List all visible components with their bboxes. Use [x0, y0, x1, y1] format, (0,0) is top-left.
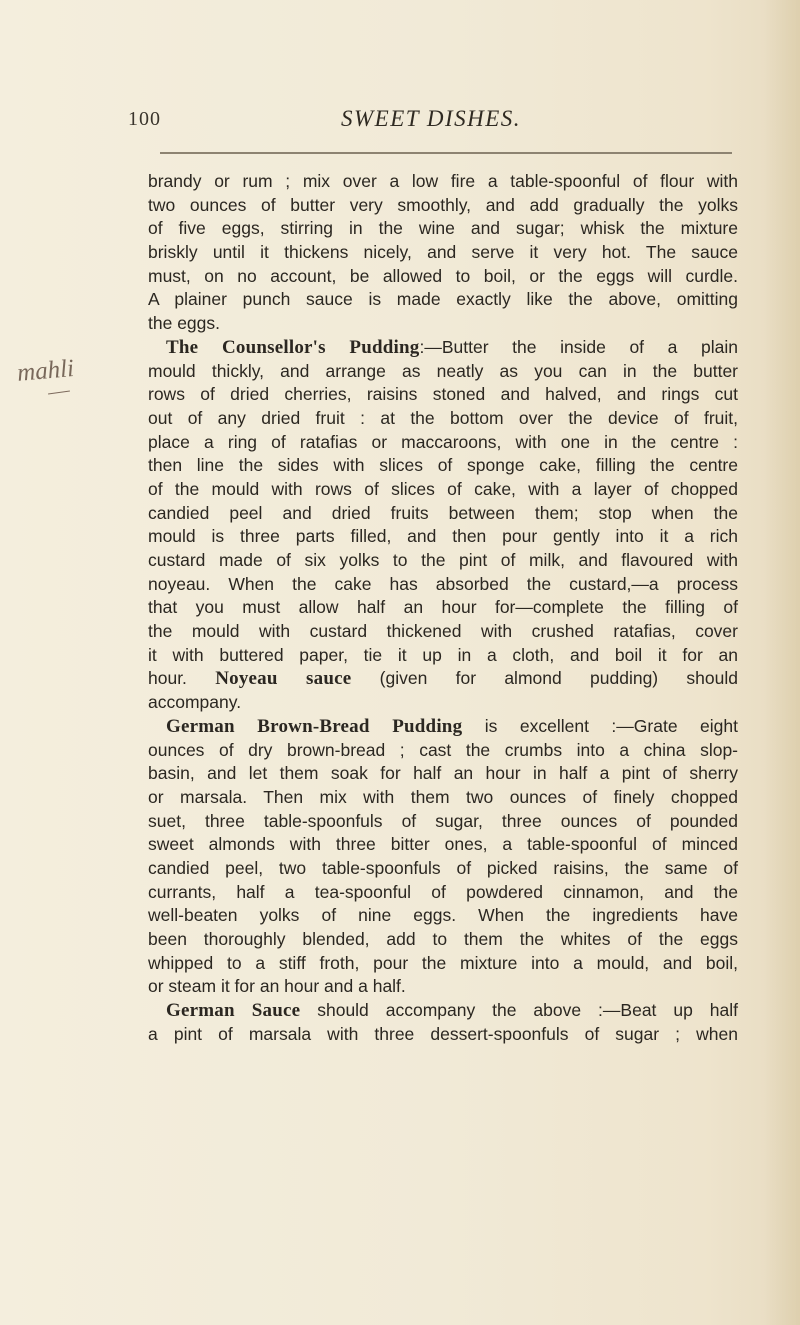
- text-run: :—Butter the inside of a plain: [419, 336, 738, 357]
- text-line: [148, 904, 738, 928]
- recipe-heading: German Brown-Bread Pudding: [166, 715, 463, 737]
- body-text: [148, 170, 738, 1046]
- text-run: should accompany the above :—Beat up half: [300, 1000, 738, 1021]
- text-run: then line the sides with slices of sponge cake, filling the centre: [148, 455, 738, 476]
- text-line: [148, 975, 738, 999]
- text-run: of the mould with rows of slices of cake, with a layer of chopped: [148, 478, 738, 499]
- text-run: or steam it for an hour and a half.: [148, 976, 406, 997]
- text-line: [148, 810, 738, 834]
- text-line: [148, 667, 738, 691]
- text-run: whipped to a stiff froth, pour the mixture into a mould, and boil,: [148, 952, 738, 973]
- text-run: brandy or rum ; mix over a low fire a table-spoonful of flour with: [148, 171, 738, 191]
- text-line: [148, 573, 738, 597]
- recipe-heading: Noyeau sauce: [215, 668, 352, 690]
- text-run: A plainer punch sauce is made exactly like the above, omitting: [148, 289, 738, 310]
- text-run: is excellent :—Grate eight: [462, 715, 738, 736]
- text-line: [148, 739, 738, 763]
- text-run: place a ring of ratafias or maccaroons, with one in the centre :: [148, 431, 738, 452]
- text-line: [148, 170, 738, 194]
- text-run: rows of dried cherries, raisins stoned and halved, and rings cut: [148, 384, 738, 405]
- text-line: [148, 265, 738, 289]
- text-line: [148, 478, 738, 502]
- text-line: [148, 288, 738, 312]
- text-run: two ounces of butter very smoothly, and add gradually the yolks: [148, 194, 738, 215]
- page-header: [114, 108, 714, 140]
- text-line: [148, 241, 738, 265]
- text-run: suet, three table-spoonfuls of sugar, three ounces of pounded: [148, 810, 738, 831]
- text-line: [148, 431, 738, 455]
- text-run: or marsala. Then mix with them two ounces of finely chopped: [148, 786, 738, 807]
- text-run: ounces of dry brown-bread ; cast the crumbs into a china slop-: [148, 739, 738, 760]
- text-run: candied peel, two table-spoonfuls of picked raisins, the same of: [148, 857, 738, 878]
- text-line: [148, 881, 738, 905]
- text-line: [148, 194, 738, 218]
- text-run: a pint of marsala with three dessert-spoonfuls of sugar ; when: [148, 1023, 738, 1044]
- text-run: (given for almond pudding) should: [351, 668, 738, 689]
- text-run: the eggs.: [148, 313, 220, 334]
- text-line: [148, 383, 738, 407]
- text-line: [148, 217, 738, 241]
- text-line: [148, 928, 738, 952]
- text-line: [148, 833, 738, 857]
- recipe-heading: German Sauce: [166, 1000, 301, 1022]
- text-run: sweet almonds with three bitter ones, a table-spoonful of minced: [148, 834, 738, 855]
- page-edge-shadow: [764, 0, 800, 1325]
- text-line: [148, 336, 738, 360]
- text-run: currants, half a tea-spoonful of powdered cinnamon, and the: [148, 881, 738, 902]
- text-line: [148, 454, 738, 478]
- text-run: hour.: [148, 668, 216, 689]
- text-line: [148, 786, 738, 810]
- page-number: 100: [128, 108, 161, 130]
- text-line: [148, 312, 738, 336]
- text-line: [148, 525, 738, 549]
- text-line: [148, 620, 738, 644]
- text-line: [148, 762, 738, 786]
- running-title: SWEET DISHES.: [341, 106, 522, 131]
- text-run: mould is three parts filled, and then pour gently into it a rich: [148, 526, 738, 547]
- text-run: must, on no account, be allowed to boil, or the eggs will curdle.: [148, 265, 738, 286]
- text-run: out of any dried fruit : at the bottom over the device of fruit,: [148, 407, 738, 428]
- text-line: [148, 952, 738, 976]
- text-run: basin, and let them soak for half an hour in half a pint of sherry: [148, 763, 738, 784]
- text-run: been thoroughly blended, add to them the whites of the eggs: [148, 929, 738, 949]
- text-line: [148, 715, 738, 739]
- handwritten-margin-note: mahli: [16, 355, 76, 387]
- text-line: [148, 1023, 738, 1047]
- text-run: it with buttered paper, tie it up in a cloth, and boil it for an: [148, 644, 738, 665]
- text-line: [148, 596, 738, 620]
- text-line: [148, 549, 738, 573]
- header-rule: [160, 152, 732, 154]
- text-run: noyeau. When the cake has absorbed the custard,—a process: [148, 573, 738, 594]
- text-line: [148, 360, 738, 384]
- text-run: custard made of six yolks to the pint of milk, and flavoured with: [148, 550, 738, 570]
- text-run: briskly until it thickens nicely, and serve it very hot. The sauce: [148, 242, 738, 263]
- text-line: [148, 691, 738, 715]
- text-run: candied peel and dried fruits between them; stop when the: [148, 502, 738, 523]
- recipe-heading: The Counsellor's Pudding: [166, 336, 420, 358]
- text-run: well-beaten yolks of nine eggs. When the ingredients have: [148, 905, 738, 926]
- text-line: [148, 407, 738, 431]
- text-line: [148, 857, 738, 881]
- text-run: the mould with custard thickened with crushed ratafias, cover: [148, 621, 738, 642]
- text-line: [148, 502, 738, 526]
- text-run: accompany.: [148, 692, 242, 713]
- text-line: [148, 999, 738, 1023]
- text-run: mould thickly, and arrange as neatly as you can in the butter: [148, 360, 738, 381]
- text-run: of five eggs, stirring in the wine and sugar; whisk the mixture: [148, 218, 738, 239]
- margin-pencil-mark: [48, 390, 70, 394]
- text-line: [148, 644, 738, 668]
- text-run: that you must allow half an hour for—complete the filling of: [148, 597, 738, 618]
